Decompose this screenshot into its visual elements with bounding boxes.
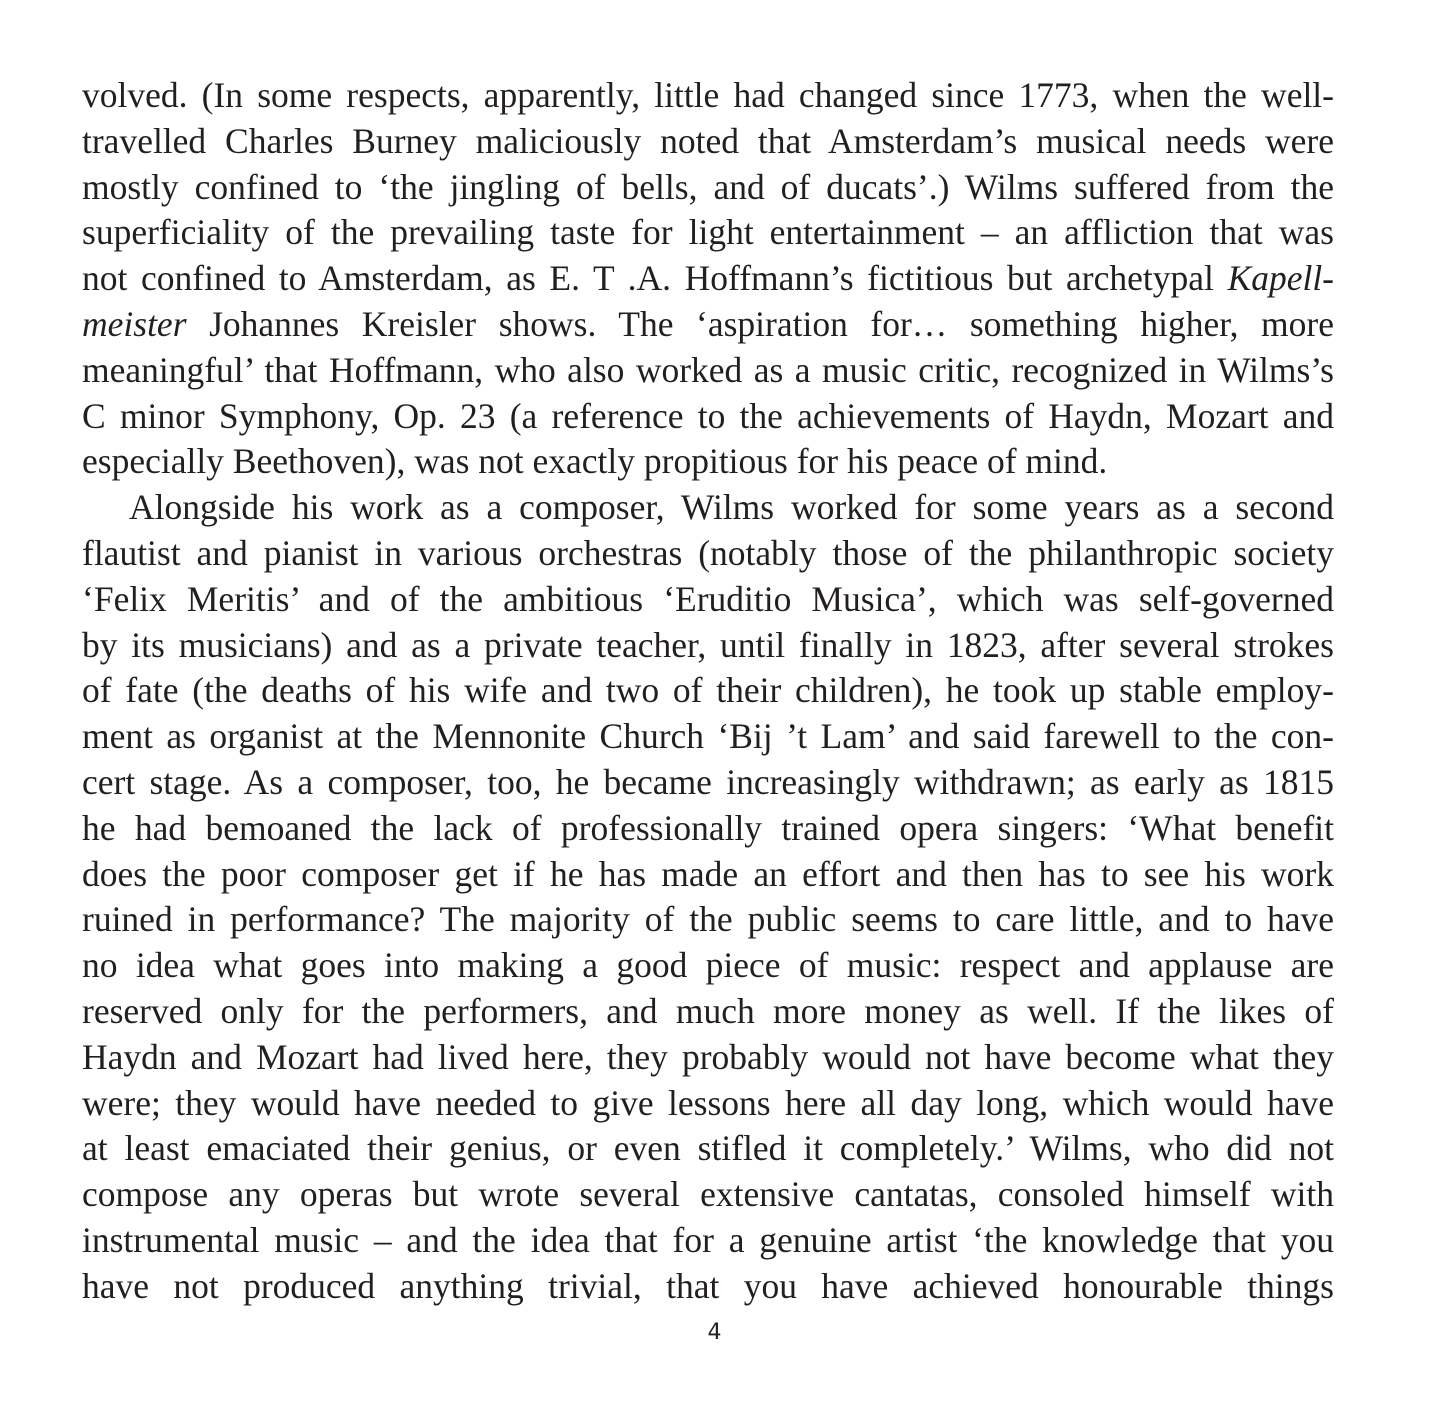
text-line: instrumental music – and the idea that for a genuine artist ‘the knowledge that you <box>82 1219 1334 1260</box>
text-line: meaningful’ that Hoffmann, who also worked as a music critic, recognized in Wilms’s <box>82 349 1334 390</box>
text-line: of fate (the deaths of his wife and two of their children), he took up stable employ- <box>82 670 1334 711</box>
text-line: superficiality of the prevailing taste for light entertainment – an affliction that was <box>82 212 1334 253</box>
text-line: no idea what goes into making a good piece of music: respect and applause are <box>82 945 1334 986</box>
text-line: ment as organist at the Mennonite Church ‘Bij ’t Lam’ and said farewell to the con- <box>82 716 1334 757</box>
text-line: travelled Charles Burney maliciously noted that Amsterdam’s musical needs were <box>82 120 1334 161</box>
text-line: ‘Felix Meritis’ and of the ambitious ‘Eruditio Musica’, which was self-governed <box>82 578 1334 619</box>
body-text <box>82 73 1334 1310</box>
text-line: at least emaciated their genius, or even stifled it completely.’ Wilms, who did not <box>82 1128 1334 1169</box>
page-number: 4 <box>707 1320 722 1345</box>
text-line: he had bemoaned the lack of professionally trained opera singers: ‘What benefit <box>82 807 1334 848</box>
text-line: Haydn and Mozart had lived here, they probably would not have become what they <box>82 1036 1334 1077</box>
text-line: ruined in performance? The majority of the public seems to care little, and to have <box>82 899 1334 940</box>
text-line: volved. (In some respects, apparently, little had changed since 1773, when the well- <box>82 75 1334 115</box>
text-line: flautist and pianist in various orchestras (notably those of the philanthropic society <box>82 532 1334 573</box>
text-line: mostly confined to ‘the jingling of bells, and of ducats’.) Wilms suffered from the <box>82 166 1334 207</box>
text-line-final: especially Beethoven), was not exactly propitious for his peace of mind. <box>82 441 1108 482</box>
text-line: C minor Symphony, Op. 23 (a reference to the achievements of Haydn, Mozart and <box>82 395 1334 436</box>
text-line: cert stage. As a composer, too, he became increasingly withdrawn; as early as 1815 <box>82 761 1334 802</box>
italic-term: meister <box>82 303 187 344</box>
text-line: compose any operas but wrote several extensive cantatas, consoled himself with <box>82 1174 1334 1215</box>
italic-term: Kapell- <box>1227 258 1334 299</box>
text-line: reserved only for the performers, and much more money as well. If the likes of <box>82 990 1334 1031</box>
text-line: by its musicians) and as a private teacher, until finally in 1823, after several strokes <box>82 624 1334 665</box>
text-line <box>82 256 1334 302</box>
text-run: not confined to Amsterdam, as E. T .A. Hoffmann’s fictitious but archetypal <box>82 258 1228 299</box>
text-line-indented: Alongside his work as a composer, Wilms worked for some years as a second <box>129 487 1334 528</box>
text-line: does the poor composer get if he has made an effort and then has to see his work <box>82 853 1334 894</box>
text-run: Johannes Kreisler shows. The ‘aspiration for… something higher, more <box>186 303 1334 344</box>
text-line: were; they would have needed to give lessons here all day long, which would have <box>82 1082 1334 1123</box>
text-line: have not produced anything trivial, that you have achieved honourable things <box>82 1265 1334 1306</box>
text-line <box>82 302 1334 348</box>
